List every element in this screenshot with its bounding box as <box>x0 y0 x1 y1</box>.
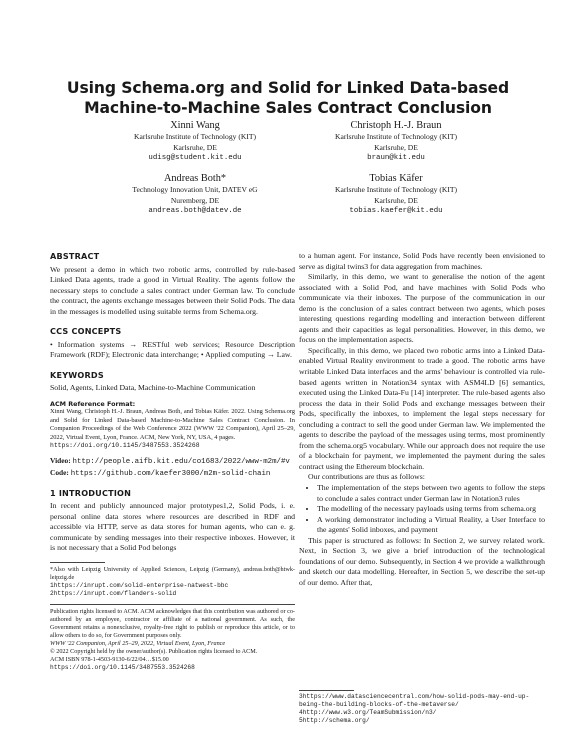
acm-reference-text: Xinni Wang, Christoph H.-J. Braun, Andreas Both, and Tobias Käfer. 2022. Using Schema.org and Solid for Linked Data-based Machine-to-Machine Sales Contract Conclusion. In Companion Proceedings of the Web Conference 2022 (WWW '22 Companion), April 25–29, 2022, Virtual Event, Lyon, France. ACM, New York, NY, USA, 4 pages. <box>50 408 295 441</box>
footnote-star: *Also with Leipzig University of Applied Sciences, Leipzig (Germany), andreas.both@htwk-leipzig.de <box>50 565 295 581</box>
author-location: Karlsruhe, DE <box>374 195 418 205</box>
author-email[interactable]: udisg@student.kit.edu <box>148 154 242 163</box>
author-affiliation: Technology Innovation Unit, DATEV eG <box>132 185 258 194</box>
right-paragraph-1: to a human agent. For instance, Solid Pods have recently been envisioned to serve as digital twins3 for data aggregation from machines. <box>299 251 545 271</box>
video-label: Video: <box>50 456 71 466</box>
keywords-heading: KEYWORDS <box>50 369 104 380</box>
author-name: Christoph H.-J. Braun <box>350 120 442 131</box>
right-footnotes <box>299 690 545 725</box>
copyright-doi[interactable]: https://doi.org/10.1145/3487553.3524268 <box>50 663 195 671</box>
left-column <box>50 251 295 672</box>
footnote-3[interactable]: 3https://www.datasciencecentral.com/how-solid-pods-may-end-up-being-the-building-blocks-of-the-metaverse/ <box>299 693 530 708</box>
intro-paragraph: In recent and publicly announced major prototypes1,2, Solid Pods, i. e. personal online data stores where resources are described in RDF and accessible via HTTP, serve as data stores for human agents, who can e. g. communicate by sending messages into their respective inboxes. However, it is not necessary that a Solid Pod belongs <box>50 501 295 553</box>
paper-title: Using Schema.org and Solid for Linked Data-based Machine-to-Machine Sales Contract Conclusion <box>66 79 510 117</box>
footnote-4[interactable]: 4http://www.w3.org/TeamSubmission/n3/ <box>299 709 437 716</box>
author-email[interactable]: tobias.kaefer@kit.edu <box>349 207 443 216</box>
author-email[interactable]: andreas.both@datev.de <box>148 207 242 216</box>
code-label: Code: <box>50 468 69 477</box>
author-location: Nuremberg, DE <box>170 195 220 205</box>
right-paragraph-3: Specifically, in this demo, we placed two robotic arms into a Linked Data-enabled Virtual Reality environment to trade a good. The robotic arms have writable Linked Data interfaces and the arms' behaviour is controlled via rule-based agents written in Notation34 syntax with ASM4LD [6] semantics, executed using the Linked Data-Fu [14] interpreter. The rule-based agents also process the data in their Solid Pods and exchange messages between their Pods, specifically the inboxes, to implement the legal steps necessary for concluding a contract to sell the good under German law. We implemented the agents to describe the payload of the messages using terms, most prominently from the schema.org5 vocabulary. While our approach does not require the use of a blockchain for payment, we implemented the payment during the sales contract using the Ethereum blockchain. <box>299 345 545 471</box>
author-name: Xinni Wang <box>170 120 220 131</box>
footnote-rule <box>50 562 105 563</box>
right-column <box>299 251 545 589</box>
ccs-heading: CCS CONCEPTS <box>50 326 122 337</box>
ccs-text: • Information systems → RESTful web services; Resource Description Framework (RDF); Electronic data interchange; • Applied computing → Law. <box>50 339 295 360</box>
copyright-venue: WWW '22 Companion, April 25–29, 2022, Virtual Event, Lyon, France <box>50 639 226 647</box>
author-email[interactable]: braun@kit.edu <box>367 154 425 163</box>
video-url[interactable]: http://people.aifb.kit.edu/co1683/2022/www-m2m/#v <box>72 458 290 467</box>
right-paragraph-4: Our contributions are thus as follows: <box>308 472 425 482</box>
author-location: Karlsruhe, DE <box>173 142 217 152</box>
footnote-1[interactable]: 1https://inrupt.com/solid-enterprise-natwest-bbc <box>50 581 229 589</box>
video-link-line <box>50 456 295 468</box>
abstract-text: We present a demo in which two robotic arms, controlled by rule-based Linked Data agents, trade a good in Virtual Reality. The agents follow the necessary steps to conclude a sales contract under German law. To conclude the contract, the agents exchange messages between their Solid Pods. The data in the messages is modelled using suitable terms from Schema.org. <box>50 264 295 316</box>
list-item: • A working demonstrator including a Virtual Reality, a User Interface to the agents' Solid inboxes, and payment <box>317 515 545 536</box>
footnote-rule <box>299 690 354 691</box>
code-url[interactable]: https://github.com/kaefer3000/m2m-solid-chain <box>70 470 271 478</box>
author-affiliation: Karlsruhe Institute of Technology (KIT) <box>334 185 458 194</box>
footnote-5[interactable]: 5http://schema.org/ <box>299 717 370 724</box>
copyright-isbn: ACM ISBN 978-1-4503-9130-6/22/04…$15.00 <box>50 655 169 663</box>
author-affiliation: Karlsruhe Institute of Technology (KIT) <box>133 132 257 141</box>
code-link-line <box>50 468 295 480</box>
author-block <box>276 119 516 164</box>
author-affiliation: Karlsruhe Institute of Technology (KIT) <box>334 132 458 141</box>
abstract-heading: ABSTRACT <box>50 251 100 261</box>
copyright-text: Publication rights licensed to ACM. ACM acknowledges that this contribution was authored or co-authored by an employee, contractor or affiliate of a national government. As such, the Government retains a nonexclusive, royalty-free right to publish or reproduce this article, or to allow others to do so, for Government purposes only. <box>50 607 295 639</box>
copyright-rights: © 2022 Copyright held by the owner/author(s). Publication rights licensed to ACM. <box>50 647 258 655</box>
right-paragraph-2: Similarly, in this demo, we want to generalise the notion of the agent associated with a Solid Pod, and have machines with Solid Pods who communicate via their inboxes. The purpose of the communication in our demo is the conclusion of a sales contract between two agents, which poses interesting questions regarding modelling and interaction between different agents and their capacities as legal personalities. However, in this demo, we focus on the implementation aspects. <box>299 272 545 345</box>
keywords-text: Solid, Agents, Linked Data, Machine-to-Machine Communication <box>50 383 256 393</box>
list-item: • The modelling of the necessary payloads using terms from schema.org <box>317 504 545 515</box>
intro-heading: 1 INTRODUCTION <box>50 487 132 498</box>
list-item: • The implementation of the steps between two agents to follow the steps to conclude a sales contract under German law in Notation3 rules <box>317 483 545 504</box>
footnote-2[interactable]: 2https://inrupt.com/flanders-solid <box>50 589 177 597</box>
right-paragraph-5: This paper is structured as follows: In Section 2, we survey related work. Next, in Section 3, we give a brief introduction of the technological foundations of our demo. Subsequently, in Section 4 we provide a walkthrough and sketch our data modelling. Hereafter, in Section 5, we describe the set-up of our demo. After that, <box>299 535 545 587</box>
copyright-rule <box>50 604 295 605</box>
author-block <box>276 172 516 217</box>
author-name: Andreas Both* <box>163 173 227 184</box>
author-location: Karlsruhe, DE <box>374 142 418 152</box>
acm-reference-heading: ACM Reference Format: <box>50 400 136 409</box>
contributions-list <box>299 483 545 536</box>
acm-reference-doi[interactable]: https://doi.org/10.1145/3487553.3524268 <box>50 442 200 450</box>
author-name: Tobias Käfer <box>369 173 423 184</box>
